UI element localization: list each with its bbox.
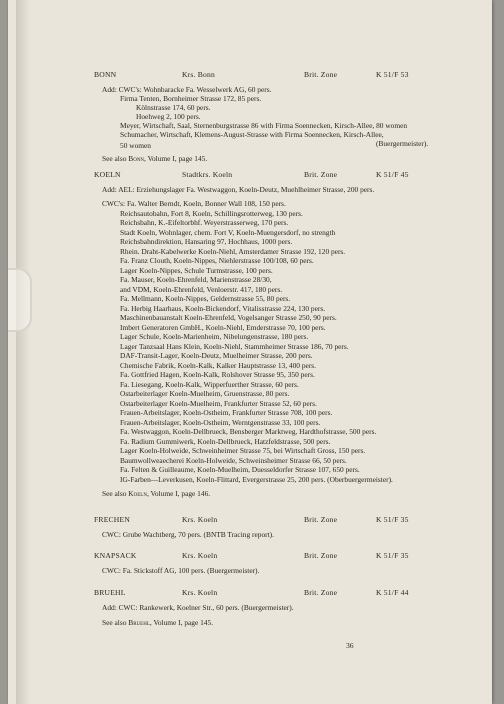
zone: Brit. Zone [304,515,338,524]
entry-line: Fa. Mauser, Koeln-Ehrenfeld, Marienstrasse 28/30, [120,275,272,284]
place-name: BONN [94,70,117,79]
entry-line: 50 women [120,141,151,150]
entry-line: Imbert Generatoren GmbH., Koeln-Niehl, Emderstrasse 70, 100 pers. [120,322,326,332]
entry-line: Frauen-Arbeitslager, Koeln-Ostheim, Frankfurter Strasse 708, 100 pers. [120,408,333,417]
entry-line: Reichsbahndirektion, Hansaring 97, Hochhaus, 1000 pers. [120,237,293,246]
entry-line: Firma Tenten, Bornheimer Strasse 172, 85 pers. [120,94,262,103]
entry-line: Kölnstrasse 174, 60 pers. [136,103,211,112]
entry-line: Add: CWC: Rankewerk, Koelner Str., 60 pers. (Buergermeister). [102,603,294,612]
paper-clip-icon [8,268,32,332]
entry-line: Fa. Westwaggon, Koeln-Dellbrueck, Bensberger Marktweg, Hardthofstrasse, 500 pers. [120,427,377,436]
district: Krs. Koeln [182,551,218,560]
district: Stadtkrs. Koeln [182,170,233,179]
entry-line: Lager Schule, Koeln-Marienheim, Nibelungenstrasse, 180 pers. [120,332,309,341]
entry-line: Rhein. Draht-Kabelwerke Koeln-Niehl, Amsterdamer Strasse 192, 120 pers. [120,246,346,256]
reference: K 51/F 35 [376,551,409,560]
entry-line: Hoehweg 2, 100 pers. [136,112,201,121]
reference: K 51/F 35 [376,515,409,524]
entry-line: Maschinenbauanstalt Koeln-Ehrenfeld, Vogelsanger Strasse 250, 90 pers. [120,313,337,322]
entry-header-bruehl [94,588,492,598]
entry-line: Ostarbeiterlager Koeln-Muelheim, Frankfurter Strasse 52, 60 pers. [120,398,317,408]
entry-line: Chemische Fabrik, Koeln-Kalk, Kalker Hauptstrasse 13, 400 pers. [120,360,317,370]
reference: K 51/F 44 [376,588,409,597]
page-binding-shadow [16,0,30,704]
entry-line: Lager Koeln-Holweide, Schweinheimer Strasse 75, bei Wirtschaft Gross, 150 pers. [120,446,366,455]
reference: K 51/F 45 [376,170,409,179]
see-also-line: See also Bruehl, Volume I, page 145. [102,618,214,627]
zone: Brit. Zone [304,70,338,79]
place-name: BRUEHL [94,588,126,597]
entry-line: CWC: Grube Wachtberg, 70 pers. (BNTB Tracing report). [102,530,274,539]
entry-line: Meyer, Wirtschaft, Saal, Sternenburgstrasse 86 with Firma Soennecken, Kirsch-Allee, 80 women [120,121,408,130]
entry-line: Lager Tanzsaal Hans Klein, Koeln-Niehl, Stammheimer Strasse 186, 70 pers. [120,341,349,351]
entry-line: (Buergermeister). [376,139,429,148]
zone: Brit. Zone [304,551,338,560]
see-also-place: Bruehl [128,618,150,627]
zone: Brit. Zone [304,170,338,179]
entry-line: Reichsautobahn, Fort 8, Koeln, Schillingsrotterweg, 130 pers. [120,208,303,218]
document-page [8,0,492,704]
entry-line: Fa. Felten & Guilleaume, Koeln-Muelheim, Duesseldorfer Strasse 107, 650 pers. [120,465,360,474]
entry-line: CWC's: Fa. Walter Berndt, Koeln, Bonner Wall 108, 150 pers. [102,199,286,208]
place-name: KNAPSACK [94,551,137,560]
entry-line: Fa. Liesegang, Koeln-Kalk, Wipperfuerther Strasse, 60 pers. [120,379,299,389]
entry-line: Fa. Franz Clouth, Koeln-Nippes, Niehlerstrasse 100/108, 60 pers. [120,256,314,265]
district: Krs. Koeln [182,515,218,524]
entry-line: Fa. Mellmann, Koeln-Nippes, Geldernstrasse 55, 80 pers. [120,294,291,303]
entry-line: Fa. Gottfried Hagen, Koeln-Kalk, Rolshover Strasse 95, 350 pers. [120,370,315,379]
entry-line: Fa. Herbig Haarhaus, Koeln-Bickendorf, Vitalisstrasse 224, 130 pers. [120,303,326,313]
page-number: 36 [346,641,354,650]
entry-header-bonn [94,70,492,80]
entry-line: Add: CWC's: Wohnbaracke Fa. Wesselwerk AG, 60 pers. [102,85,272,94]
entry-line: IG-Farben—Leverkusen, Koeln-Flittard, Evergerstrasse 25, 200 pers. (Oberbuergermeister). [120,474,393,484]
entry-line: CWC: Fa. Stickstoff AG, 100 pers. (Buergermeister). [102,566,260,575]
entry-line: Ostarbeiterlager Koeln-Muelheim, Gruenstrasse, 80 pers. [120,389,290,398]
entry-line: Add: AEL: Erziehungslager Fa. Westwaggon, Koeln-Deutz, Muehlheimer Strasse, 200 pers. [102,185,375,194]
place-name: KOELN [94,170,121,179]
entry-header-koeln [94,170,492,180]
entry-line: Frauen-Arbeitslager, Koeln-Ostheim, Werntgenstrasse 33, 100 pers. [120,417,321,427]
entry-line: Fa. Radium Gummiwerk, Koeln-Dellbrueck, Hatzfeldstrasse, 500 pers. [120,436,331,446]
entry-header-knapsack [94,551,492,561]
entry-line: Schumacher, Wirtschaft, Klemens-August-Strasse with Firma Soennecken, Kirsch-Allee, [120,130,384,139]
entry-line: Baumwollweaecherei Koeln-Holweide, Schweinsheimer Strasse 66, 50 pers. [120,455,347,465]
reference: K 51/F 53 [376,70,409,79]
district: Krs. Koeln [182,588,218,597]
entry-line: DAF-Transit-Lager, Koeln-Deutz, Muelheimer Strasse, 200 pers. [120,351,313,360]
place-name: FRECHEN [94,515,130,524]
entry-line: Reichsbahn, K.-Eifeltorbhf. Weyerstrasserweg, 170 pers. [120,218,289,227]
see-also-line: See also Bonn, Volume I, page 145. [102,154,208,163]
see-also-place: Koeln [128,489,147,498]
district: Krs. Bonn [182,70,216,79]
entry-line: Lager Koeln-Nippes, Schule Turmstrasse, 100 pers. [120,265,273,275]
entry-line: Stadt Koeln, Wohnlager, chem. Fort V, Koeln-Muengersdorf, no strength [120,227,336,237]
see-also-place: Bonn [128,154,145,163]
entry-line: and VDM, Koeln-Ehrenfeld, Venloerstr. 417, 180 pers. [120,284,283,294]
entry-header-frechen [94,515,492,525]
see-also-line: See also Koeln, Volume I, page 146. [102,489,211,498]
zone: Brit. Zone [304,588,338,597]
